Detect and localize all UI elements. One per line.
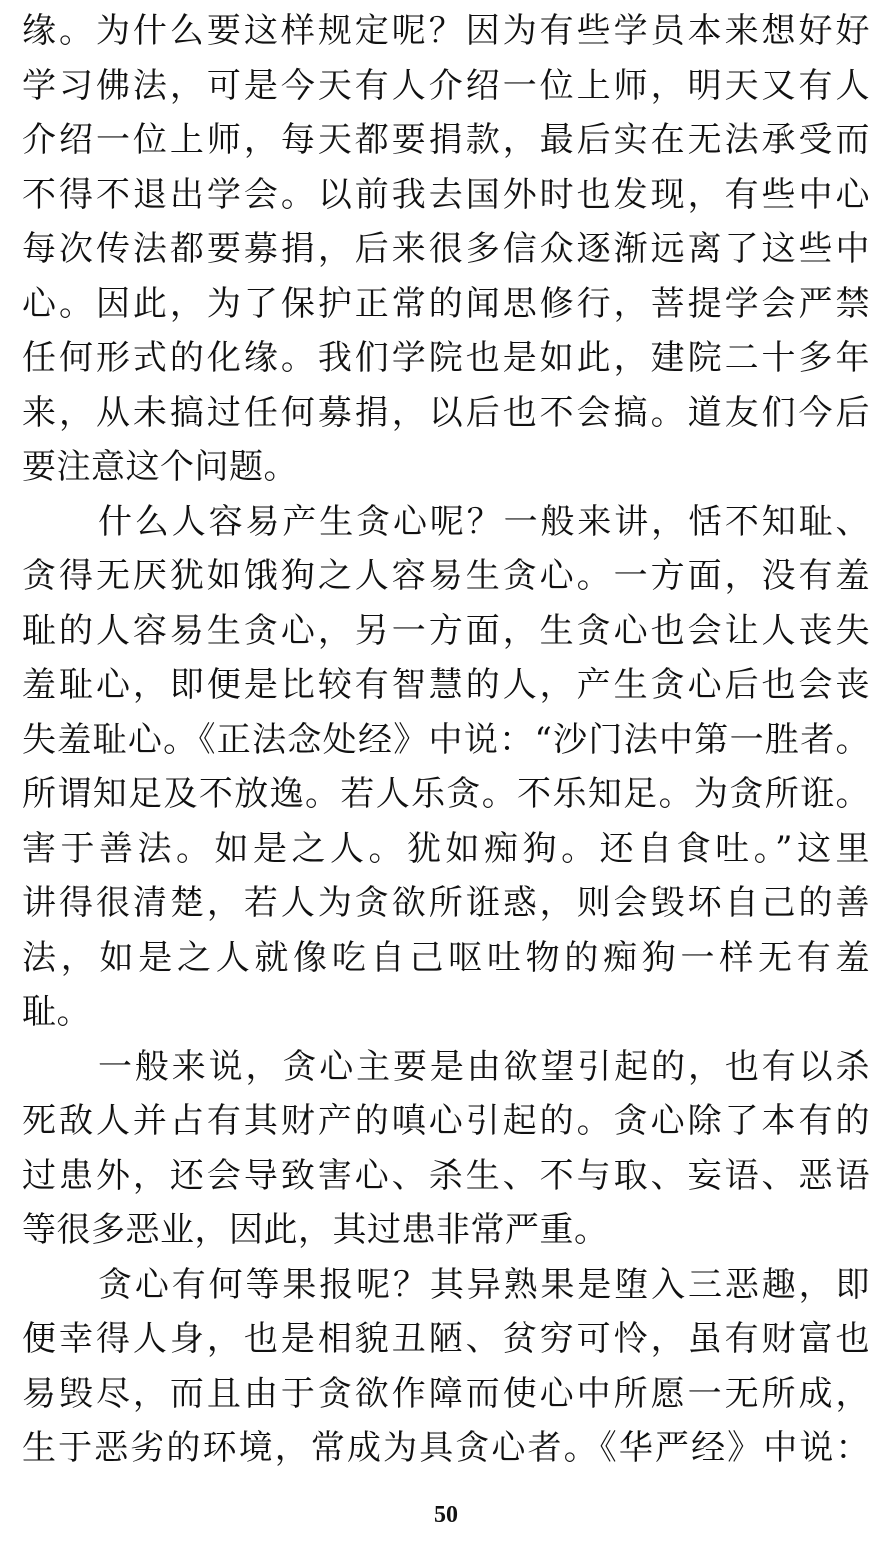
- paragraph-end-line: 等很多恶业，因此，其过患非常严重。: [22, 1210, 609, 1250]
- paragraph-end-line: 要注意这个问题。: [22, 447, 298, 487]
- text-line: 法，如是之人就像吃自己呕吐物的痴狗一样无有羞: [22, 937, 870, 978]
- text-line: 生于恶劣的环境，常成为具贪心者。《华严经》中说：: [22, 1428, 870, 1468]
- text-line: 来，从未搞过任何募捐，以后也不会搞。道友们今后: [22, 392, 870, 433]
- text-line: 害于善法。如是之人。犹如痴狗。还自食吐。”这里: [22, 828, 870, 869]
- paragraph-start-line: 一般来说，贪心主要是由欲望引起的，也有以杀: [98, 1046, 870, 1087]
- text-line: 失羞耻心。《正法念处经》中说：“沙门法中第一胜者。: [22, 719, 870, 760]
- text-line: 介绍一位上师，每天都要捐款，最后实在无法承受而: [22, 120, 870, 160]
- paragraph-end-line: 耻。: [22, 992, 91, 1032]
- text-line: 不得不退出学会。以前我去国外时也发现，有些中心: [22, 174, 870, 215]
- body-text: [22, 4, 870, 1476]
- text-line: 缘。为什么要这样规定呢？因为有些学员本来想好好: [22, 11, 870, 51]
- page-number: 50: [434, 1502, 458, 1528]
- text-line: 每次传法都要募捐，后来很多信众逐渐远离了这些中: [22, 229, 870, 269]
- paragraph-start-line: 贪心有何等果报呢？其异熟果是堕入三恶趣，即: [98, 1264, 870, 1305]
- text-line: 讲得很清楚，若人为贪欲所诳惑，则会毁坏自己的善: [22, 883, 870, 923]
- paragraph-start-line: 什么人容易产生贪心呢？一般来讲，恬不知耻、: [98, 501, 870, 542]
- text-line: 耻的人容易生贪心，另一方面，生贪心也会让人丧失: [22, 610, 870, 651]
- text-line: 心。因此，为了保护正常的闻思修行，菩提学会严禁: [22, 283, 870, 324]
- text-line: 过患外，还会导致害心、杀生、不与取、妄语、恶语: [22, 1155, 870, 1196]
- text-line: 任何形式的化缘。我们学院也是如此，建院二十多年: [22, 338, 870, 378]
- text-line: 贪得无厌犹如饿狗之人容易生贪心。一方面，没有羞: [22, 556, 870, 596]
- text-line: 易毁尽，而且由于贪欲作障而使心中所愿一无所成，: [22, 1373, 870, 1414]
- text-line: 死敌人并占有其财产的嗔心引起的。贪心除了本有的: [22, 1101, 870, 1141]
- text-line: 学习佛法，可是今天有人介绍一位上师，明天又有人: [22, 65, 870, 106]
- text-line: 所谓知足及不放逸。若人乐贪。不乐知足。为贪所诳。: [22, 774, 870, 814]
- text-line: 羞耻心，即便是比较有智慧的人，产生贪心后也会丧: [22, 665, 870, 705]
- text-line: 便幸得人身，也是相貌丑陋、贫穷可怜，虽有财富也: [22, 1319, 870, 1359]
